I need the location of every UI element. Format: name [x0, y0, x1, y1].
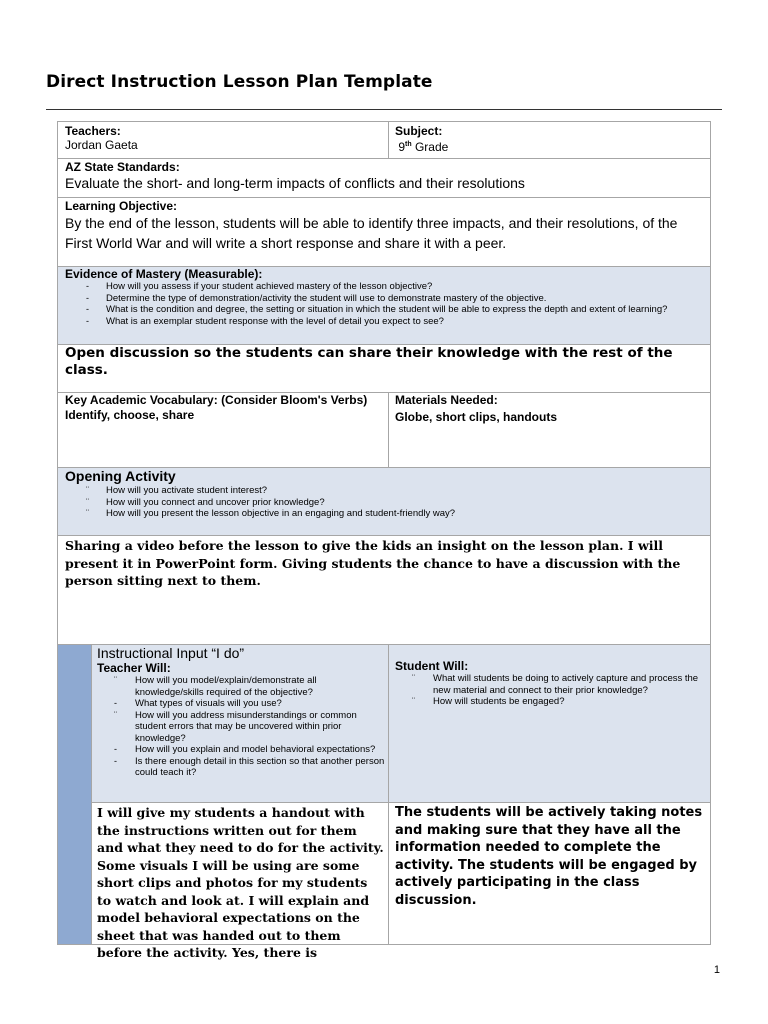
teacher-will-label: Teacher Will: [97, 661, 171, 675]
student-bullet-list [388, 673, 705, 708]
teacher-bullet: - What types of visuals will you use? [90, 698, 385, 710]
instructional-side-band [58, 644, 91, 944]
grade-number: 9 [398, 140, 406, 154]
vocabulary-label: Key Academic Vocabulary: (Consider Bloom's Verbs) [65, 393, 368, 407]
grade-word: Grade [411, 140, 449, 154]
teacher-bullet: - How will you explain and model behavioral expectations? [90, 744, 385, 756]
standards-value: Evaluate the short- and long-term impacts of conflicts and their resolutions [65, 175, 525, 191]
opening-bullet-list [58, 485, 707, 520]
column-divider [388, 122, 389, 158]
vocabulary-cell [65, 393, 383, 422]
student-prompt-cell [395, 659, 705, 708]
row-divider [58, 535, 710, 536]
opening-response: Sharing a video before the lesson to give the kids an insight on the lesson plan. I will present it in PowerPoint form. Giving students the chance to have a discussion with the person sitting next to them. [65, 538, 681, 588]
teacher-bullet: ¨ How will you model/explain/demonstrate all knowledge/skills required of the objective? [90, 675, 385, 698]
row-divider [91, 802, 710, 803]
subject-cell [395, 124, 705, 154]
teachers-cell [65, 124, 383, 152]
materials-label: Materials Needed: [395, 393, 498, 407]
standards-label: AZ State Standards: [65, 160, 180, 174]
objective-label: Learning Objective: [65, 199, 178, 213]
student-will-label: Student Will: [395, 659, 469, 673]
document-title: Direct Instruction Lesson Plan Template [46, 72, 433, 92]
mastery-bullet: - What is the condition and degree, the setting or situation in which the student will be able to express the depth and extent of learning? [58, 304, 707, 316]
objective-value: By the end of the lesson, students will be able to identify three impacts, and their resolutions, of the First World War and will write a short response and share it with a peer. [65, 215, 678, 251]
teacher-bullet: ¨ How will you address misunderstandings or common student errors that may be uncovered within prior knowledge? [90, 710, 385, 745]
page-number: 1 [713, 964, 720, 976]
student-bullet: ¨ How will students be engaged? [388, 696, 705, 708]
title-divider [46, 109, 722, 110]
opening-label: Opening Activity [65, 468, 176, 484]
standards-cell [65, 160, 705, 193]
student-response: The students will be actively taking notes and making sure that they have all the information needed to complete the activity. The students will be engaged by actively participating in the class discussion. [395, 805, 703, 908]
teacher-response: I will give my students a handout with the instructions written out for them and what they need to do for the activity. Some visuals I will be using are some short clips and photos for my students to watch and look at. I will explain and model behavioral expectations on the sheet that was handed out to them before the activity. Yes, there is [97, 805, 384, 960]
mastery-label: Evidence of Mastery (Measurable): [65, 267, 263, 281]
mastery-prompt-cell [65, 267, 707, 327]
column-divider [388, 392, 389, 467]
row-divider [58, 158, 710, 159]
mastery-response: Open discussion so the students can share their knowledge with the rest of the class. [65, 345, 673, 378]
mastery-bullet-list [58, 281, 707, 327]
materials-cell [395, 393, 705, 424]
mastery-bullet: - Determine the type of demonstration/activity the student will use to demonstrate mastery of the objective. [58, 293, 707, 305]
student-bullet: ¨ What will students be doing to actively capture and process the new material and connect to their prior knowledge? [388, 673, 705, 696]
subject-label: Subject: [395, 124, 443, 138]
row-divider [58, 197, 710, 198]
opening-prompt-cell [65, 468, 707, 520]
teacher-bullet-list [90, 675, 385, 779]
opening-bullet: ¨ How will you present the lesson objective in an engaging and student-friendly way? [58, 508, 707, 520]
teachers-value: Jordan Gaeta [65, 138, 138, 152]
vocabulary-value: Identify, choose, share [65, 408, 195, 422]
lesson-plan-table [57, 121, 711, 960]
grade-suffix: th [405, 141, 412, 148]
objective-cell [65, 199, 707, 253]
opening-bullet: ¨ How will you connect and uncover prior knowledge? [58, 497, 707, 509]
opening-bullet: ¨ How will you activate student interest? [58, 485, 707, 497]
subject-value [395, 138, 705, 154]
teacher-prompt-cell [97, 645, 385, 779]
teacher-bullet: - Is there enough detail in this section so that another person could teach it? [90, 756, 385, 779]
teachers-label: Teachers: [65, 124, 121, 138]
instructional-label: Instructional Input “I do” [97, 645, 245, 661]
mastery-bullet: - What is an exemplar student response with the level of detail you expect to see? [58, 316, 707, 328]
mastery-bullet: - How will you assess if your student achieved mastery of the lesson objective? [58, 281, 707, 293]
materials-value: Globe, short clips, handouts [395, 410, 558, 424]
